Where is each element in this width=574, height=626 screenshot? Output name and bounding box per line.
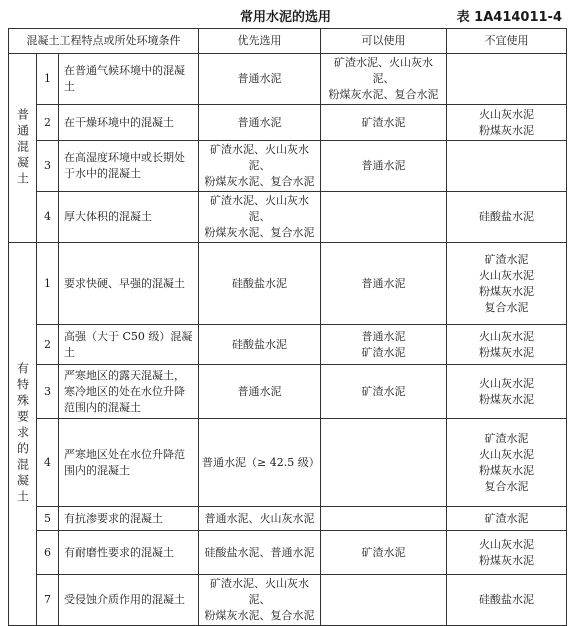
row-number: 7	[37, 575, 59, 626]
table-body	[9, 54, 567, 626]
usable-cell	[321, 575, 447, 626]
preferred-cell	[199, 531, 321, 575]
unsuitable-cell	[447, 365, 567, 419]
condition-cell: 严寒地区的露天混凝土，寒冷地区的处在水位升降范围内的混凝土	[59, 365, 199, 419]
table-title: 常用水泥的选用	[240, 10, 332, 25]
table-row	[9, 192, 567, 243]
preferred-cell-line: 矿渣水泥、火山灰水泥、	[210, 143, 310, 172]
row-number: 1	[37, 243, 59, 325]
cement-selection-table	[8, 28, 567, 626]
unsuitable-cell-line: 粉煤灰水泥	[479, 123, 535, 137]
table-row	[9, 575, 567, 626]
preferred-cell-line: 粉煤灰水泥、复合水泥	[204, 609, 315, 622]
preferred-cell-line: 矿渣水泥、火山灰水泥、	[210, 577, 310, 606]
unsuitable-cell	[447, 531, 567, 575]
unsuitable-cell-line: 火山灰水泥	[479, 537, 535, 551]
unsuitable-cell-line: 硅酸盐水泥	[479, 593, 535, 606]
unsuitable-cell-line: 火山灰水泥	[479, 107, 535, 121]
preferred-cell	[199, 105, 321, 141]
preferred-cell	[199, 192, 321, 243]
preferred-cell	[199, 419, 321, 507]
preferred-cell	[199, 575, 321, 626]
row-number: 3	[37, 365, 59, 419]
table-row	[9, 54, 567, 105]
unsuitable-cell	[447, 141, 567, 192]
unsuitable-cell-line: 粉煤灰水泥	[479, 392, 535, 406]
usable-cell	[321, 243, 447, 325]
usable-cell-line: 普通水泥	[361, 329, 406, 343]
table-row	[9, 243, 567, 325]
group-label: 有特殊要求的混凝土	[9, 243, 37, 626]
preferred-cell-line: 硅酸盐水泥、普通水泥	[204, 545, 315, 559]
row-number: 3	[37, 141, 59, 192]
unsuitable-cell	[447, 419, 567, 507]
usable-cell	[321, 531, 447, 575]
table-row	[9, 141, 567, 192]
unsuitable-cell-line: 粉煤灰水泥	[479, 553, 535, 567]
unsuitable-cell-line: 粉煤灰水泥	[479, 345, 535, 359]
usable-cell-line: 矿渣水泥	[361, 115, 406, 129]
unsuitable-cell-line: 矿渣水泥	[484, 511, 529, 525]
condition-cell: 在干燥环境中的混凝土	[59, 105, 199, 141]
table-row	[9, 531, 567, 575]
unsuitable-cell	[447, 325, 567, 365]
preferred-cell	[199, 243, 321, 325]
unsuitable-cell	[447, 575, 567, 626]
unsuitable-cell	[447, 54, 567, 105]
usable-cell	[321, 325, 447, 365]
unsuitable-cell-line: 火山灰水泥	[479, 447, 535, 461]
usable-cell	[321, 365, 447, 419]
preferred-cell-line: 普通水泥	[237, 115, 282, 129]
unsuitable-cell-line: 火山灰水泥	[479, 329, 535, 343]
condition-cell: 高强（大于 C50 级）混凝土	[59, 325, 199, 365]
condition-cell: 有抗渗要求的混凝土	[59, 507, 199, 531]
usable-cell-line: 矿渣水泥	[361, 345, 406, 359]
table-row	[9, 365, 567, 419]
header-condition: 混凝土工程特点或所处环境条件	[9, 29, 199, 54]
unsuitable-cell-line: 矿渣水泥	[484, 431, 529, 445]
usable-cell-line: 普通水泥	[361, 159, 406, 172]
condition-cell: 要求快硬、早强的混凝土	[59, 243, 199, 325]
preferred-cell-line: 普通水泥	[237, 72, 282, 85]
row-number: 5	[37, 507, 59, 531]
header-unsuitable: 不宜使用	[447, 29, 567, 54]
unsuitable-cell	[447, 105, 567, 141]
header-preferred: 优先选用	[199, 29, 321, 54]
preferred-cell-line: 硅酸盐水泥	[232, 276, 288, 290]
usable-cell	[321, 192, 447, 243]
condition-cell: 严寒地区处在水位升降范围内的混凝土	[59, 419, 199, 507]
usable-cell	[321, 105, 447, 141]
preferred-cell	[199, 507, 321, 531]
preferred-cell	[199, 141, 321, 192]
unsuitable-cell-line: 硅酸盐水泥	[479, 210, 535, 223]
row-number: 6	[37, 531, 59, 575]
condition-cell: 受侵蚀介质作用的混凝土	[59, 575, 199, 626]
condition-cell: 有耐磨性要求的混凝土	[59, 531, 199, 575]
usable-cell-line: 普通水泥	[361, 276, 406, 290]
table-row	[9, 507, 567, 531]
usable-cell	[321, 54, 447, 105]
preferred-cell	[199, 54, 321, 105]
preferred-cell-line: 矿渣水泥、火山灰水泥、	[210, 194, 310, 223]
row-number: 2	[37, 105, 59, 141]
preferred-cell-line: 粉煤灰水泥、复合水泥	[204, 226, 315, 239]
unsuitable-cell	[447, 192, 567, 243]
condition-cell: 厚大体积的混凝土	[59, 192, 199, 243]
unsuitable-cell	[447, 507, 567, 531]
unsuitable-cell	[447, 243, 567, 325]
header-row	[9, 29, 567, 54]
usable-cell-line: 粉煤灰水泥、复合水泥	[328, 88, 439, 101]
unsuitable-cell-line: 复合水泥	[484, 300, 529, 314]
preferred-cell-line: 普通水泥、火山灰水泥	[204, 511, 315, 525]
unsuitable-cell-line: 粉煤灰水泥	[479, 284, 535, 298]
preferred-cell-line: 硅酸盐水泥	[232, 337, 288, 351]
row-number: 4	[37, 419, 59, 507]
unsuitable-cell-line: 复合水泥	[484, 479, 529, 493]
usable-cell	[321, 141, 447, 192]
preferred-cell	[199, 325, 321, 365]
table-row	[9, 325, 567, 365]
header-usable: 可以使用	[321, 29, 447, 54]
table-number: 表 1A414011-4	[456, 10, 562, 25]
unsuitable-cell-line: 火山灰水泥	[479, 376, 535, 390]
group-label: 普通混凝土	[9, 54, 37, 243]
preferred-cell-line: 普通水泥	[237, 384, 282, 398]
preferred-cell	[199, 365, 321, 419]
row-number: 1	[37, 54, 59, 105]
row-number: 4	[37, 192, 59, 243]
usable-cell	[321, 507, 447, 531]
table-row	[9, 419, 567, 507]
usable-cell	[321, 419, 447, 507]
usable-cell-line: 矿渣水泥、火山灰水泥、	[334, 56, 434, 85]
row-number: 2	[37, 325, 59, 365]
unsuitable-cell-line: 矿渣水泥	[484, 252, 529, 266]
unsuitable-cell-line: 粉煤灰水泥	[479, 463, 535, 477]
usable-cell-line: 矿渣水泥	[361, 545, 406, 559]
table-row	[9, 105, 567, 141]
preferred-cell-line: 粉煤灰水泥、复合水泥	[204, 175, 315, 188]
preferred-cell-line: 普通水泥（≥ 42.5 级）	[202, 455, 320, 469]
condition-cell: 在高湿度环境中或长期处于水中的混凝土	[59, 141, 199, 192]
unsuitable-cell-line: 火山灰水泥	[479, 268, 535, 282]
usable-cell-line: 矿渣水泥	[361, 384, 406, 398]
condition-cell: 在普通气候环境中的混凝土	[59, 54, 199, 105]
